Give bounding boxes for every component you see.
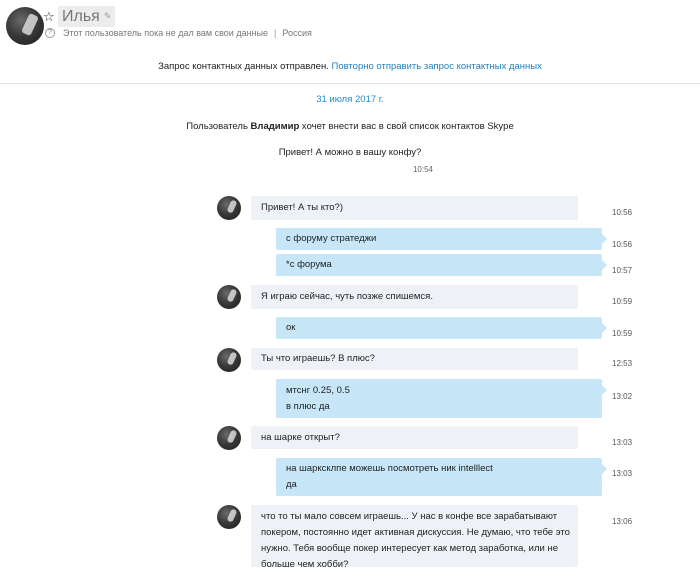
message-time: 13:06 — [612, 517, 633, 526]
message-text: нужно. Тебя вообще покер интересует как метод заработка, или не — [261, 543, 558, 554]
sender-avatar[interactable] — [217, 426, 241, 450]
contact-name: Илья — [62, 7, 100, 25]
sender-avatar[interactable] — [217, 285, 241, 309]
banner-text: Запрос контактных данных отправлен. — [158, 61, 329, 72]
message-time: 12:53 — [612, 359, 633, 368]
location-text: Россия — [282, 28, 312, 38]
contact-avatar[interactable] — [6, 7, 44, 45]
outgoing-message[interactable] — [276, 254, 602, 276]
message-time: 10:59 — [612, 329, 633, 338]
message-text: мтснг 0.25, 0.5 — [286, 385, 350, 396]
contact-name-field[interactable] — [58, 6, 115, 27]
subtitle-text: Этот пользователь пока не дал вам свои данные — [63, 28, 268, 38]
sender-avatar[interactable] — [217, 505, 241, 529]
message-time: 10:56 — [612, 208, 633, 217]
message-text: с форуму стратеджи — [286, 233, 377, 244]
message-text: на шарксклпе можешь посмотреть ник intelllect — [286, 463, 493, 474]
outgoing-message[interactable] — [276, 228, 602, 250]
sender-avatar[interactable] — [217, 348, 241, 372]
separator: | — [274, 28, 277, 38]
message-text: Привет! А ты кто?) — [261, 202, 343, 213]
incoming-message[interactable] — [251, 505, 578, 570]
favorite-star-icon[interactable]: ☆ — [43, 9, 55, 24]
resend-request-link[interactable]: Повторно отправить запрос контактных данных — [331, 61, 542, 72]
notice-post: хочет внести вас в свой список контактов Skype — [301, 121, 514, 132]
message-time: 13:03 — [612, 469, 633, 478]
message-text: *с форума — [286, 259, 332, 270]
requester-name: Владимир — [250, 121, 300, 132]
message-time: 13:03 — [612, 438, 633, 447]
message-text: что то ты мало совсем играешь... У нас в конфе все зарабатывают — [261, 511, 558, 522]
chat-header — [0, 0, 700, 50]
message-time: 13:02 — [612, 392, 633, 401]
message-time: 10:57 — [612, 266, 633, 275]
incoming-message[interactable] — [251, 426, 578, 449]
edit-pencil-icon[interactable]: ✎ — [103, 11, 112, 21]
message-text: да — [286, 479, 297, 490]
contact-subtitle — [45, 28, 312, 38]
message-text: больше чем хобби? — [261, 559, 349, 570]
date-separator: 31 июля 2017 г. — [316, 94, 384, 105]
sender-avatar[interactable] — [217, 196, 241, 220]
incoming-message[interactable] — [251, 196, 578, 220]
outgoing-message[interactable] — [276, 317, 602, 339]
message-text: в плюс да — [286, 401, 330, 412]
request-message: Привет! А можно в вашу конфу? — [278, 147, 422, 158]
outgoing-message[interactable] — [276, 379, 602, 418]
outgoing-message[interactable] — [276, 458, 602, 496]
message-text: ок — [286, 322, 296, 333]
incoming-message[interactable] — [251, 285, 578, 309]
message-time: 10:56 — [612, 240, 633, 249]
contact-request-notice — [0, 121, 700, 132]
message-text: на шарке открыт? — [261, 432, 340, 443]
notice-pre: Пользователь — [186, 121, 248, 132]
message-time: 10:59 — [612, 297, 633, 306]
contact-request-banner — [0, 56, 700, 84]
request-time: 10:54 — [412, 165, 434, 174]
incoming-message[interactable] — [251, 348, 578, 370]
message-text: Я играю сейчас, чуть позже спишемся. — [261, 291, 433, 302]
message-text: Ты что играешь? В плюс? — [261, 353, 375, 364]
message-text: покером, постоянно идет активная дискуссия. Не думаю, что тебе это — [261, 527, 570, 538]
help-icon[interactable]: ? — [45, 28, 55, 38]
